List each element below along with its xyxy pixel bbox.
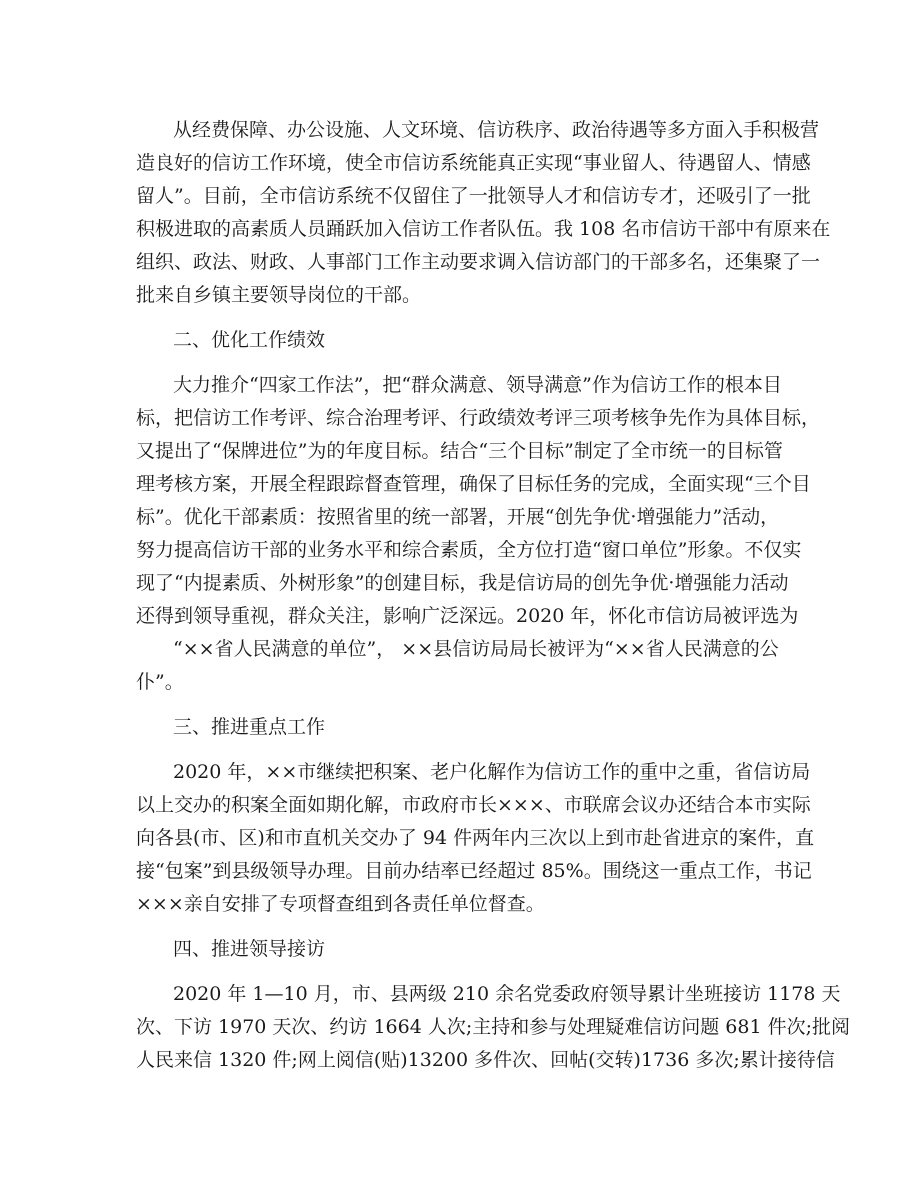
- paragraph-line: 留人”。目前，全市信访系统不仅留住了一批领导人才和信访专才，还吸引了一批: [136, 185, 811, 207]
- paragraph-line: 标，把信访工作考评、综合治理考评、行政绩效考评三项考核争先作为具体目标，: [136, 407, 821, 429]
- section-heading: 二、优化工作绩效: [173, 329, 326, 351]
- paragraph-line: 以上交办的积案全面如期化解，市政府市长×××、市联席会议办还结合本市实际: [136, 794, 811, 816]
- paragraph-line: “××省人民满意的单位”， ××县信访局局长被评为“××省人民满意的公: [173, 638, 779, 660]
- paragraph-line: 努力提高信访干部的业务水平和综合素质，全方位打造“窗口单位”形象。不仅实: [136, 539, 802, 561]
- paragraph-line: 从经费保障、办公设施、人文环境、信访秩序、政治待遇等多方面入手积极营: [173, 119, 820, 141]
- paragraph-line: 向各县(市、区)和市直机关交办了 94 件两年内三次以上到市赴省进京的案件，直: [136, 827, 815, 849]
- paragraph-line: ×××亲自安排了专项督查组到各责任单位督查。: [136, 893, 545, 915]
- paragraph-line: 又提出了“保牌进位”为的年度目标。结合“三个目标”制定了全市统一的目标管: [136, 440, 783, 462]
- paragraph-line: 人民来信 1320 件;网上阅信(贴)13200 多件次、回帖(交转)1736 多次;累计接待信: [136, 1049, 835, 1071]
- paragraph-line: 标”。优化干部素质：按照省里的统一部署，开展“创先争优·增强能力”活动，: [136, 506, 780, 528]
- paragraph-line: 2020 年 1—10 月，市、县两级 210 余名党委政府领导累计坐班接访 1178 天: [173, 983, 841, 1005]
- paragraph-line: 还得到领导重视，群众关注，影响广泛深远。2020 年，怀化市信访局被评选为: [136, 605, 799, 627]
- paragraph-line: 仆”。: [136, 671, 184, 693]
- paragraph-line: 理考核方案，开展全程跟踪督查管理，确保了目标任务的完成，全面实现“三个目: [136, 473, 811, 495]
- paragraph-line: 2020 年，××市继续把积案、老户化解作为信访工作的重中之重，省信访局: [173, 761, 811, 783]
- paragraph-line: 现了“内提素质、外树形象”的创建目标，我是信访局的创先争优·增强能力活动: [136, 572, 789, 594]
- section-heading: 四、推进领导接访: [173, 938, 326, 960]
- paragraph-line: 大力推介“四家工作法”，把“群众满意、领导满意”作为信访工作的根本目: [173, 374, 782, 396]
- paragraph-line: 组织、政法、财政、人事部门工作主动要求调入信访部门的干部多名，还集聚了一: [136, 251, 821, 273]
- paragraph-line: 批来自乡镇主要领导岗位的干部。: [136, 284, 422, 306]
- paragraph-line: 积极进取的高素质人员踊跃加入信访工作者队伍。我 108 名市信访干部中有原来在: [136, 218, 831, 240]
- paragraph-line: 造良好的信访工作环境，使全市信访系统能真正实现“事业留人、待遇留人、情感: [136, 152, 811, 174]
- section-heading: 三、推进重点工作: [173, 716, 326, 738]
- paragraph-line: 次、下访 1970 天次、约访 1664 人次;主持和参与处理疑难信访问题 681 件次;批阅: [136, 1016, 851, 1038]
- paragraph-line: 接“包案”到县级领导办理。目前办结率已经超过 85%。围绕这一重点工作，书记: [136, 860, 812, 882]
